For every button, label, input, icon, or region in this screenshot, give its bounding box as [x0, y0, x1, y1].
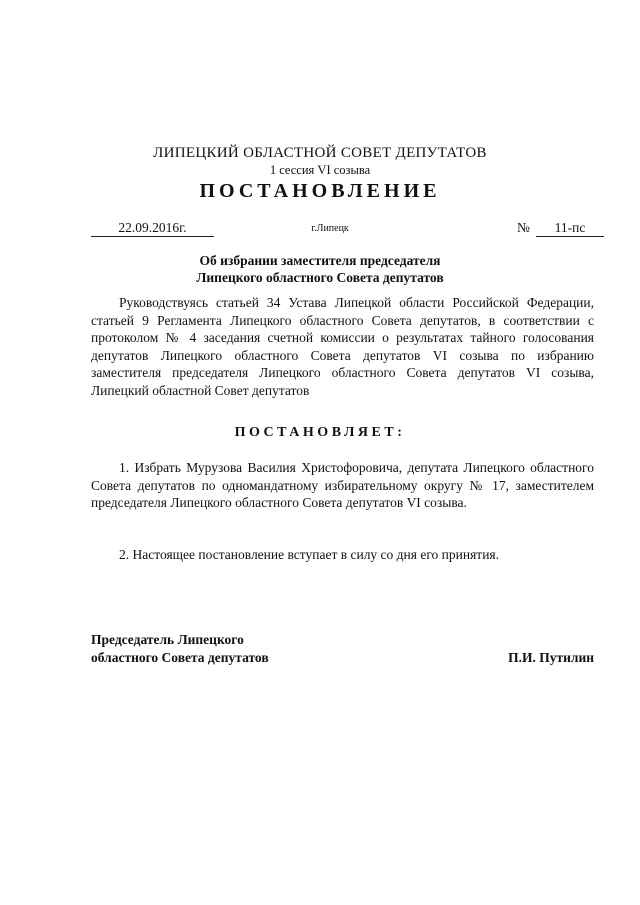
- subject-line-1: Об избрании заместителя председателя: [199, 253, 441, 268]
- document-number: 11-пс: [536, 220, 604, 237]
- signatory-title: [91, 631, 269, 667]
- session-info: 1 сессия VI созыва: [269, 163, 371, 177]
- decree-heading: ПОСТАНОВЛЯЕТ:: [234, 425, 406, 440]
- organization-name: ЛИПЕЦКИЙ ОБЛАСТНОЙ СОВЕТ ДЕПУТАТОВ: [153, 145, 487, 161]
- document-subject: [0, 252, 640, 286]
- decree-item-1: 1. Избрать Мурузова Василия Христофоровича, депутата Липецкого областного Совета депутатов по одномандатному избирательному округу № 17, заместителем председателя Липецкого областного Совета депутатов VI созыва.: [91, 460, 594, 510]
- signatory-title-line-1: Председатель Липецкого: [91, 632, 244, 647]
- subject-line-2: Липецкого областного Совета депутатов: [196, 270, 444, 285]
- document-date: 22.09.2016г.: [91, 220, 214, 237]
- document-type-title: ПОСТАНОВЛЕНИЕ: [199, 180, 441, 202]
- signatory-name: П.И. Путилин: [508, 650, 594, 665]
- document-city: г.Липецк: [311, 223, 349, 234]
- preamble-paragraph: Руководствуясь статьей 34 Устава Липецкой области Российской Федерации, статьей 9 Регламента Липецкого областного Совета депутатов, в соответствии с протоколом № 4 заседания счетной комиссии о результатах тайного голосования депутатов Липецкого областного Совета депутатов VI созыва по избранию заместителя председателя Липецкого областного Совета депутатов VI созыва, Липецкий областной Совет депутатов: [91, 295, 594, 398]
- number-sign: №: [517, 220, 530, 235]
- signatory-title-line-2: областного Совета депутатов: [91, 650, 269, 665]
- decree-item-2: 2. Настоящее постановление вступает в силу со дня его принятия.: [119, 547, 500, 562]
